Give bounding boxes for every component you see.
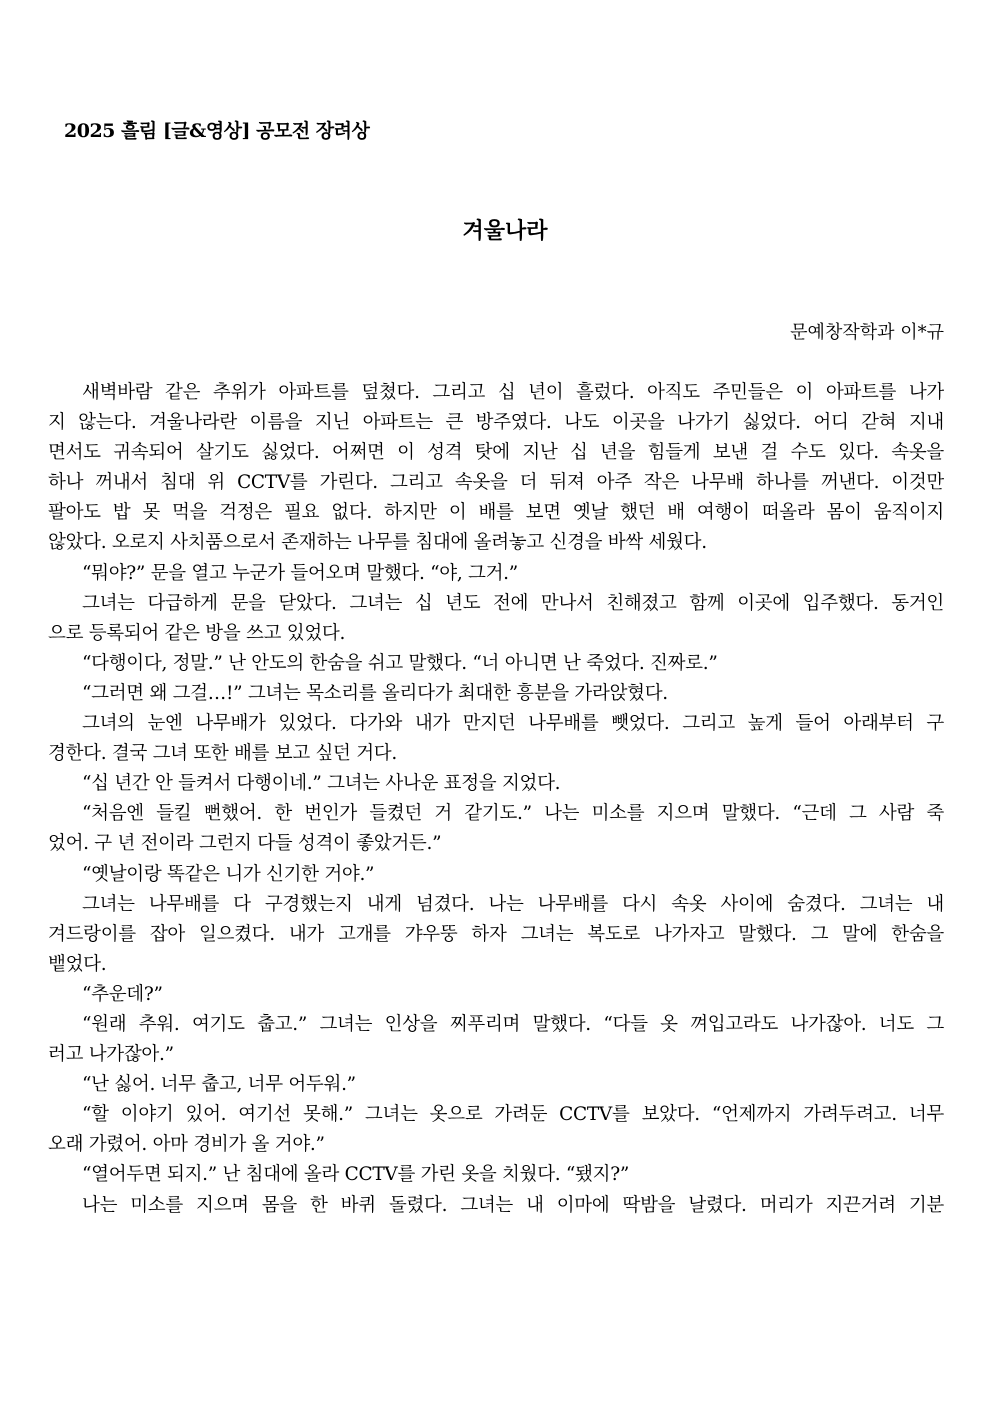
text-line: “난 싫어. 너무 춥고, 너무 어두워.” bbox=[82, 1074, 356, 1096]
story-body bbox=[48, 378, 944, 1221]
author-line: 문예창작학과 이*규 bbox=[790, 322, 944, 343]
text-line: 않았다. 오로지 사치품으로서 존재하는 나무를 침대에 올려놓고 신경을 바싹 세웠다. bbox=[48, 532, 707, 554]
text-line: “추운데?” bbox=[82, 983, 163, 1005]
text-line: “처음엔 들킬 뻔했어. 한 번인가 들켰던 거 같기도.” 나는 미소를 지으며 말했다. “근데 그 사람 죽 bbox=[82, 803, 944, 825]
text-line: 새벽바람 같은 추위가 아파트를 덮쳤다. 그리고 십 년이 흘렀다. 아직도 주민들은 이 아파트를 나가 bbox=[82, 382, 944, 403]
text-line: 경한다. 결국 그녀 또한 배를 보고 싶던 거다. bbox=[48, 743, 397, 765]
text-line: 그녀의 눈엔 나무배가 있었다. 다가와 내가 만지던 나무배를 뺏었다. 그리고 높게 들어 아래부터 구 bbox=[82, 713, 944, 735]
text-line: 면서도 귀속되어 살기도 싫었다. 어쩌면 이 성격 탓에 지난 십 년을 힘들게 보낸 걸 수도 있다. 속옷을 bbox=[48, 442, 944, 464]
text-line: 그녀는 다급하게 문을 닫았다. 그녀는 십 년도 전에 만나서 친해졌고 함께 이곳에 입주했다. 동거인 bbox=[82, 592, 944, 614]
text-line: 오래 가렸어. 아마 경비가 올 거야.” bbox=[48, 1134, 325, 1156]
text-line: 나는 미소를 지으며 몸을 한 바퀴 돌렸다. 그녀는 내 이마에 딱밤을 날렸다. 머리가 지끈거려 기분 bbox=[82, 1194, 944, 1216]
text-line: “원래 추워. 여기도 춥고.” 그녀는 인상을 찌푸리며 말했다. “다들 옷 껴입고라도 나가잖아. 너도 그 bbox=[82, 1013, 944, 1035]
award-caption: 2025 흘림 [글&영상] 공모전 장려상 bbox=[64, 120, 370, 142]
story-title: 겨울나라 bbox=[462, 218, 548, 244]
text-line: “그러면 왜 그걸…!” 그녀는 목소리를 올리다가 최대한 흥분을 가라앉혔다. bbox=[82, 682, 668, 704]
text-line: 뱉었다. bbox=[48, 953, 107, 975]
text-line: “다행이다, 정말.” 난 안도의 한숨을 쉬고 말했다. “너 아니면 난 죽었다. 진짜로.” bbox=[82, 652, 718, 674]
text-line: 러고 나가잖아.” bbox=[48, 1044, 174, 1066]
text-line: 었어. 구 년 전이라 그런지 다들 성격이 좋았거든.” bbox=[48, 833, 442, 855]
text-line: “할 이야기 있어. 여기선 못해.” 그녀는 옷으로 가려둔 CCTV를 보았다. “언제까지 가려두려고. 너무 bbox=[82, 1104, 944, 1126]
text-line: “옛날이랑 똑같은 니가 신기한 거야.” bbox=[82, 863, 375, 885]
text-line: 지 않는다. 겨울나라란 이름을 지닌 아파트는 큰 방주였다. 나도 이곳을 나가기 싫었다. 어디 갇혀 지내 bbox=[48, 412, 944, 434]
text-line: “열어두면 되지.” 난 침대에 올라 CCTV를 가린 옷을 치웠다. “됐지?” bbox=[82, 1164, 630, 1186]
text-line: 그녀는 나무배를 다 구경했는지 내게 넘겼다. 나는 나무배를 다시 속옷 사이에 숨겼다. 그녀는 내 bbox=[82, 893, 944, 915]
text-line: 으로 등록되어 같은 방을 쓰고 있었다. bbox=[48, 622, 346, 644]
text-line: 겨드랑이를 잡아 일으켰다. 내가 고개를 갸우뚱 하자 그녀는 복도로 나가자고 말했다. 그 말에 한숨을 bbox=[48, 923, 944, 945]
text-line: “십 년간 안 들켜서 다행이네.” 그녀는 사나운 표정을 지었다. bbox=[82, 773, 561, 795]
text-line: 하나 꺼내서 침대 위 CCTV를 가린다. 그리고 속옷을 더 뒤져 아주 작은 나무배 하나를 꺼낸다. 이것만 bbox=[48, 472, 944, 494]
text-line: 팔아도 밥 못 먹을 걱정은 필요 없다. 하지만 이 배를 보면 옛날 했던 배 여행이 떠올라 몸이 움직이지 bbox=[48, 502, 944, 524]
text-line: “뭐야?” 문을 열고 누군가 들어오며 말했다. “야, 그거.” bbox=[82, 562, 518, 584]
